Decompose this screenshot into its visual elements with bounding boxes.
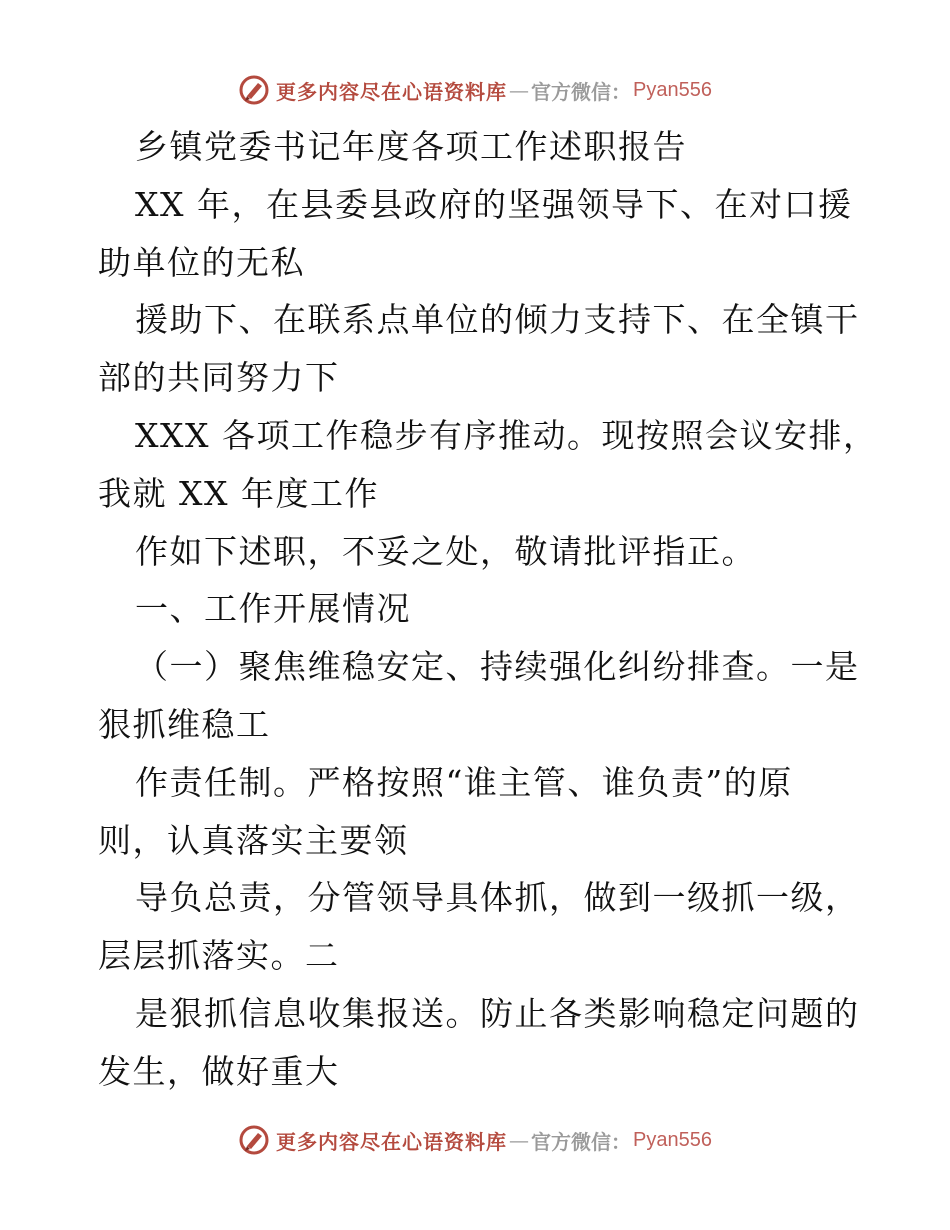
document-body — [98, 118, 878, 1101]
banner-site-text: 更多内容尽在心语资料库 — [276, 1129, 508, 1154]
text-line: 我就 XX 年度工作 — [98, 473, 379, 513]
footer-banner — [0, 1120, 950, 1160]
pen-logo-icon — [238, 74, 270, 106]
section-heading: 一、工作开展情况 — [135, 589, 411, 629]
text-line: XXX 各项工作稳步有序推动。现按照会议安排， — [135, 415, 878, 455]
text-line: 作如下述职，不妥之处，敬请批评指正。 — [135, 531, 756, 571]
banner-separator: — — [509, 78, 530, 102]
header-banner — [0, 70, 950, 110]
pen-logo-icon — [238, 1124, 270, 1156]
text-line: 层层抓落实。二 — [98, 936, 340, 976]
text-line: 援助下、在联系点单位的倾力支持下、在全镇干 — [135, 300, 860, 340]
text-line: 狠抓维稳工 — [98, 704, 271, 744]
text-line: XX 年，在县委县政府的坚强领导下、在对口援 — [135, 184, 853, 224]
text-line: 助单位的无私 — [98, 242, 305, 282]
banner-separator: — — [509, 1128, 530, 1152]
document-title: 乡镇党委书记年度各项工作述职报告 — [135, 127, 687, 166]
text-line: 发生，做好重大 — [98, 1051, 340, 1091]
banner-wechat-id: Pyan556 — [633, 78, 712, 101]
text-line: 部的共同努力下 — [98, 358, 340, 398]
text-line: （一）聚焦维稳安定、持续强化纠纷排查。一是 — [135, 647, 860, 687]
text-line: 导负总责，分管领导具体抓，做到一级抓一级， — [135, 878, 860, 918]
banner-official-label: 官方微信： — [531, 1129, 632, 1154]
text-line: 作责任制。严格按照“谁主管、谁负责”的原 — [135, 762, 793, 802]
banner-official-label: 官方微信： — [531, 79, 632, 104]
banner-wechat-id: Pyan556 — [633, 1128, 712, 1151]
banner-site-text: 更多内容尽在心语资料库 — [276, 79, 508, 104]
text-line: 则，认真落实主要领 — [98, 820, 409, 860]
text-line: 是狠抓信息收集报送。防止各类影响稳定问题的 — [135, 993, 860, 1033]
